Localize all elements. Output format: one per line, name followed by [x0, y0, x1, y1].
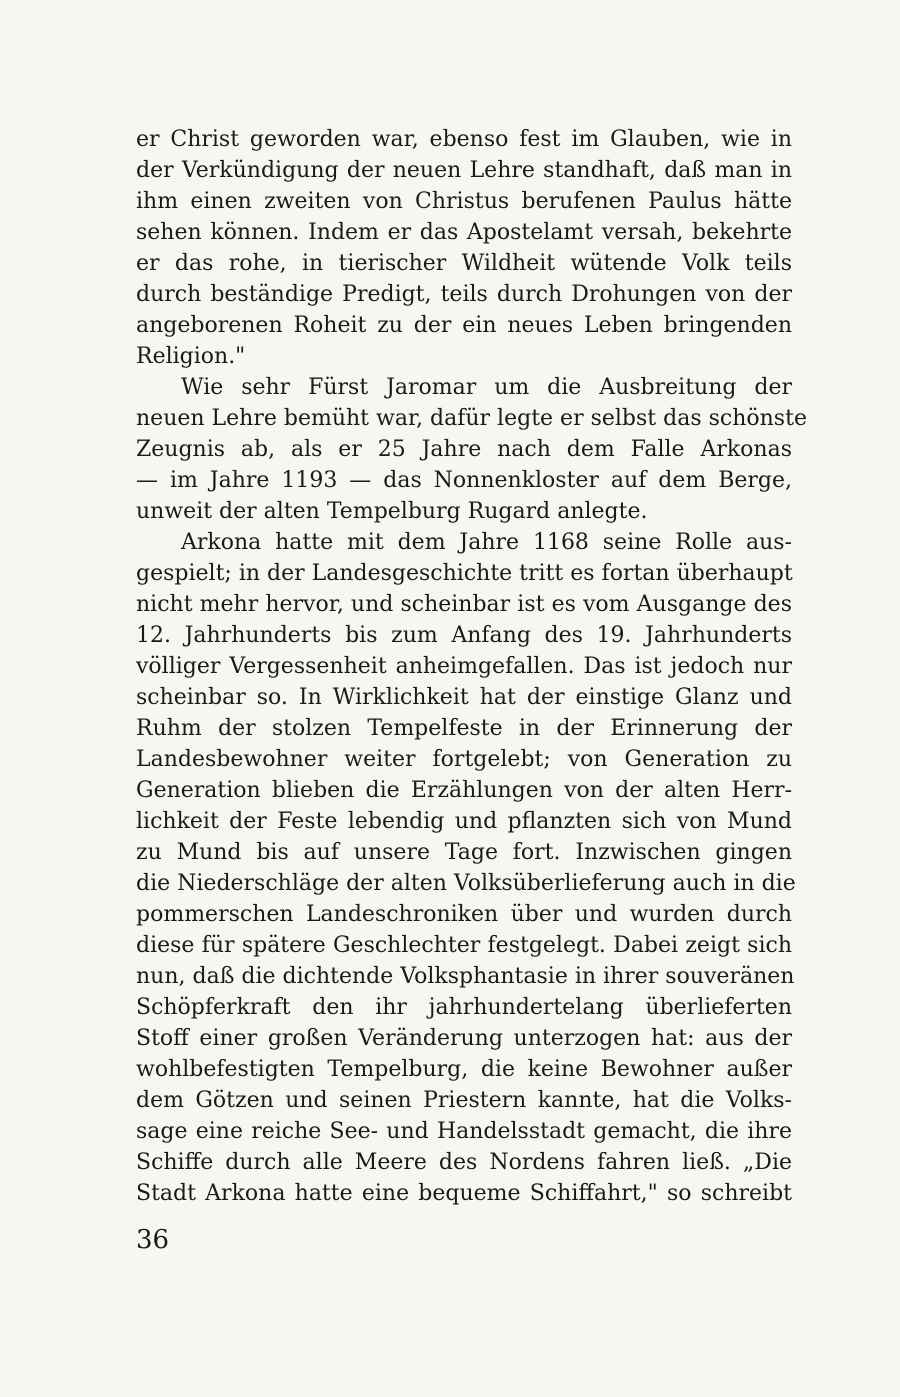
text-line: sage eine reiche See- und Handelsstadt gemacht, die ihre	[136, 1119, 792, 1144]
page-number: 36	[136, 1225, 170, 1255]
text-line: neuen Lehre bemüht war, dafür legte er selbst das schönste	[136, 406, 807, 431]
text-line: Arkona hatte mit dem Jahre 1168 seine Rolle aus-	[181, 530, 792, 555]
text-line: diese für spätere Geschlechter festgelegt. Dabei zeigt sich	[136, 933, 792, 958]
text-line: der Verkündigung der neuen Lehre standhaft, daß man in	[136, 158, 792, 183]
text-line: wohlbefestigten Tempelburg, die keine Bewohner außer	[136, 1057, 792, 1082]
text-line: — im Jahre 1193 — das Nonnenkloster auf dem Berge,	[136, 468, 792, 493]
text-line: Stoff einer großen Veränderung unterzogen hat: aus der	[136, 1026, 792, 1051]
text-line: Generation blieben die Erzählungen von der alten Herr-	[136, 778, 792, 803]
text-line: er Christ geworden war, ebenso fest im Glauben, wie in	[136, 127, 792, 152]
text-line: unweit der alten Tempelburg Rugard anlegte.	[136, 499, 648, 524]
text-line: dem Götzen und seinen Priestern kannte, hat die Volks-	[136, 1088, 792, 1113]
text-line: scheinbar so. In Wirklichkeit hat der einstige Glanz und	[136, 685, 792, 710]
text-line: Ruhm der stolzen Tempelfeste in der Erinnerung der	[136, 716, 792, 741]
text-line: Landesbewohner weiter fortgelebt; von Generation zu	[136, 747, 792, 772]
text-line: angeborenen Roheit zu der ein neues Leben bringenden	[136, 313, 792, 338]
text-line: er das rohe, in tierischer Wildheit wütende Volk teils	[136, 251, 792, 276]
text-line: pommerschen Landeschroniken über und wurden durch	[136, 902, 792, 927]
text-line: Zeugnis ab, als er 25 Jahre nach dem Falle Arkonas	[136, 437, 792, 462]
text-line: 12. Jahrhunderts bis zum Anfang des 19. Jahrhunderts	[136, 623, 792, 648]
text-line: gespielt; in der Landesgeschichte tritt es fortan überhaupt	[136, 561, 793, 586]
text-line: nicht mehr hervor, und scheinbar ist es vom Ausgange des	[136, 592, 792, 617]
text-line: Wie sehr Fürst Jaromar um die Ausbreitung der	[181, 375, 792, 400]
text-line: ihm einen zweiten von Christus berufenen Paulus hätte	[136, 189, 792, 214]
text-line: Stadt Arkona hatte eine bequeme Schiffahrt," so schreibt	[136, 1181, 792, 1206]
text-line: lichkeit der Feste lebendig und pflanzten sich von Mund	[136, 809, 792, 834]
text-line: die Niederschläge der alten Volksüberlieferung auch in die	[136, 871, 796, 896]
text-line: Religion."	[136, 344, 246, 369]
text-line: sehen können. Indem er das Apostelamt versah, bekehrte	[136, 220, 792, 245]
text-line: Schöpferkraft den ihr jahrhundertelang überlieferten	[136, 995, 792, 1020]
body-text	[136, 124, 807, 1209]
text-line: nun, daß die dichtende Volksphantasie in ihrer souveränen	[136, 964, 795, 989]
text-line: zu Mund bis auf unsere Tage fort. Inzwischen gingen	[136, 840, 792, 865]
text-line: Schiffe durch alle Meere des Nordens fahren ließ. „Die	[136, 1150, 792, 1175]
text-line: völliger Vergessenheit anheimgefallen. Das ist jedoch nur	[136, 654, 792, 679]
text-line: durch beständige Predigt, teils durch Drohungen von der	[136, 282, 792, 307]
